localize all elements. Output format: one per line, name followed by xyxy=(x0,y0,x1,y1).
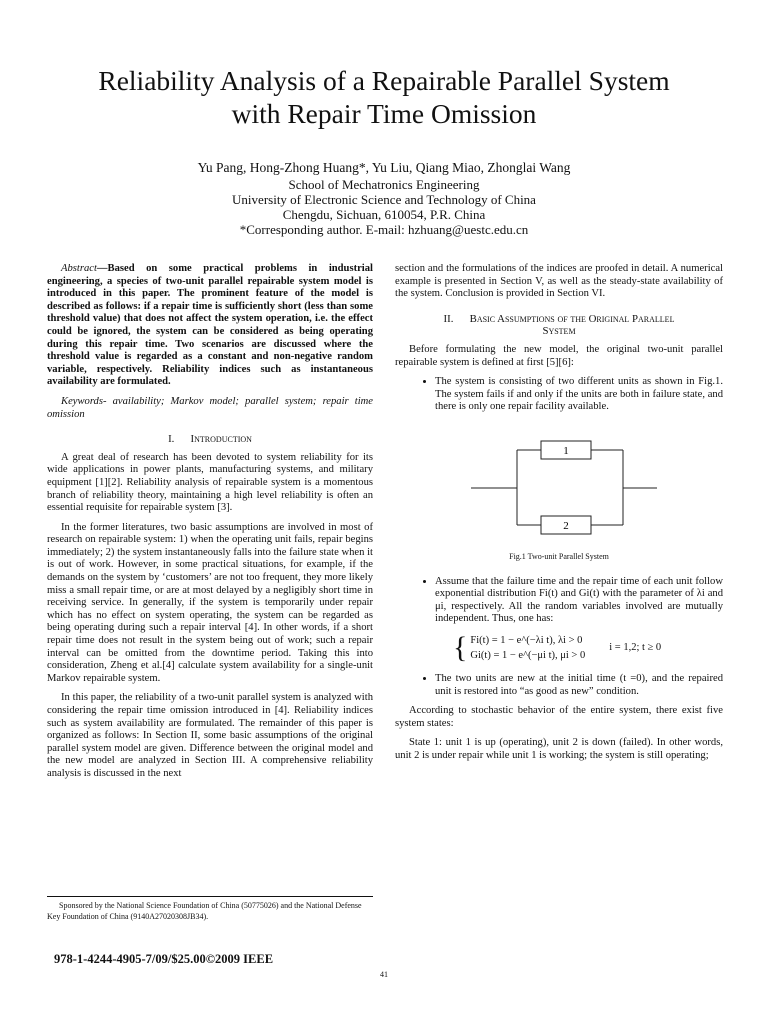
parallel-system-diagram xyxy=(395,421,723,549)
author-block xyxy=(40,160,728,237)
left-column xyxy=(47,263,373,788)
paragraph: A great deal of research has been devoted to system reliability for its wide applications in power plants, manufacturing systems, and military equipment [1][2]. Reliability analysis of repairable system is a momentous branch of reliability theory, maintaining a high level reliability is often an essential requisite for repairable system [3]. xyxy=(47,451,373,514)
abstract-label: Abstract xyxy=(61,263,97,274)
section-heading-introduction: I. Introduction xyxy=(168,433,252,446)
assumption-list xyxy=(395,576,723,626)
isbn-line: 978-1-4244-4905-7/09/$25.00©2009 IEEE xyxy=(54,952,274,966)
equation-condition: i = 1,2; t ≥ 0 xyxy=(609,642,662,654)
paragraph: State 1: unit 1 is up (operating), unit 2 is down (failed). In other words, unit 2 is under repair while unit 1 is working; the system is still operating; xyxy=(395,737,723,761)
affiliation-line: University of Electronic Science and Technology of China xyxy=(232,192,536,207)
corresponding-author: *Corresponding author. E-mail: hzhuang@uestc.edu.cn xyxy=(239,222,529,237)
equation-brace: { xyxy=(453,630,468,664)
page-number: 41 xyxy=(380,970,388,979)
footnote: Sponsored by the National Science Foundation of China (50775026) and the National Defense Key Foundation of China (9140A27020308JB34). xyxy=(47,901,362,921)
section-heading-line: System xyxy=(542,325,576,338)
assumption-list xyxy=(395,376,723,414)
list-item: • Assume that the failure time and the repair time of each unit follow exponential distribution Fi(t) and Gi(t) with the parameter of λi and μi, respectively. All the random variables involved are mutually independent. Thus, one has: xyxy=(435,576,723,626)
equation xyxy=(453,630,723,664)
equation-line: Gi(t) = 1 − e^(−μi t), μi > 0 xyxy=(470,649,586,661)
paragraph: Before formulating the new model, the original two-unit parallel repairable system is defined at first [5][6]: xyxy=(395,343,723,368)
paper-title xyxy=(40,64,728,130)
abstract xyxy=(47,263,373,389)
affiliation-line: School of Mechatronics Engineering xyxy=(288,177,480,192)
equation-line: Fi(t) = 1 − e^(−λi t), λi > 0 xyxy=(470,634,583,646)
right-column xyxy=(395,263,723,769)
paragraph: According to stochastic behavior of the entire system, there exist five system states: xyxy=(395,705,723,729)
keywords: Keywords- availability; Markov model; parallel system; repair time omission xyxy=(47,395,373,420)
title-line-2: with Repair Time Omission xyxy=(231,98,537,129)
paragraph: In this paper, the reliability of a two-unit parallel system is analyzed with considering the repair time omission introduced in [4]. Reliability indices such as system availability are formulated. The remainder of this paper is organized as follows: In Section II, some basic assumptions of the original parallel system model are given. Difference between the original model and the new model are analyzed in Section III. A comprehensive reliability analysis is discussed in the next xyxy=(47,692,373,779)
title-line-1: Reliability Analysis of a Repairable Parallel System xyxy=(98,65,670,96)
affiliation-line: Chengdu, Sichuan, 610054, P.R. China xyxy=(282,207,486,222)
assumption-list xyxy=(395,673,723,698)
unit-2-label: 2 xyxy=(563,519,569,532)
diagram-svg xyxy=(395,421,723,549)
list-item: • The system is consisting of two different units as shown in Fig.1. The system fails if and only if the units are both in failure state, and there is only one repair facility available. xyxy=(435,376,723,414)
section-heading-line: II. Basic Assumptions of the Original Parallel xyxy=(443,312,675,325)
list-item: • The two units are new at the initial time (t =0), and the repaired unit is restored into “as good as new” condition. xyxy=(435,673,723,698)
paragraph: section and the formulations of the indices are proofed in detail. A numerical example is presented in Section V, as well as the steady-state availability of the system. Conclusion is provided in Section VI. xyxy=(395,263,723,300)
abstract-text: —Based on some practical problems in industrial engineering, a species of two-unit parallel repairable system model is introduced in this paper. The prominent feature of the model is described as follows: if a repair time is sufficiently short (less than some threshold value) that does not affect the system operation, i.e. the effect could be ignored, the system can be considered as being operating during this repair time. Two scenarios are discussed where the threshold value is regarded as a constant and non-negative random variable, respectively. Reliability indices such as instantaneous availability are formulated. xyxy=(47,263,373,388)
footnote-rule xyxy=(47,896,373,897)
figure-caption: Fig.1 Two-unit Parallel System xyxy=(509,551,609,561)
section-heading-assumptions xyxy=(395,313,723,338)
author-names: Yu Pang, Hong-Zhong Huang*, Yu Liu, Qiang Miao, Zhonglai Wang xyxy=(197,160,571,175)
equation-lines xyxy=(470,633,585,663)
unit-1-label: 1 xyxy=(563,444,569,457)
paragraph: In the former literatures, two basic assumptions are involved in most of research on repairable system: 1) when the operating unit fails, repair begins immediately; 2) the system instantaneously falls into the failure state when it is out of work. However, in some practical situations, for example, if the demands on the system by ‘customers’ are not too frequent, they more likely miss a small repair time, or are at most delayed by a negligibly short time in receiving service. In generally, if the system is temporarily under repair which has no effect on system operating, the system can be regarded as being operating during such a repair interval [4]. In other words, if a short repair time does not result in the system being out of work; such a repair interval can be omitted from the downtime period. Taking this into consideration, Zheng et al.[4] calculate system availability for a single-unit Markov repairable system. xyxy=(47,521,373,684)
